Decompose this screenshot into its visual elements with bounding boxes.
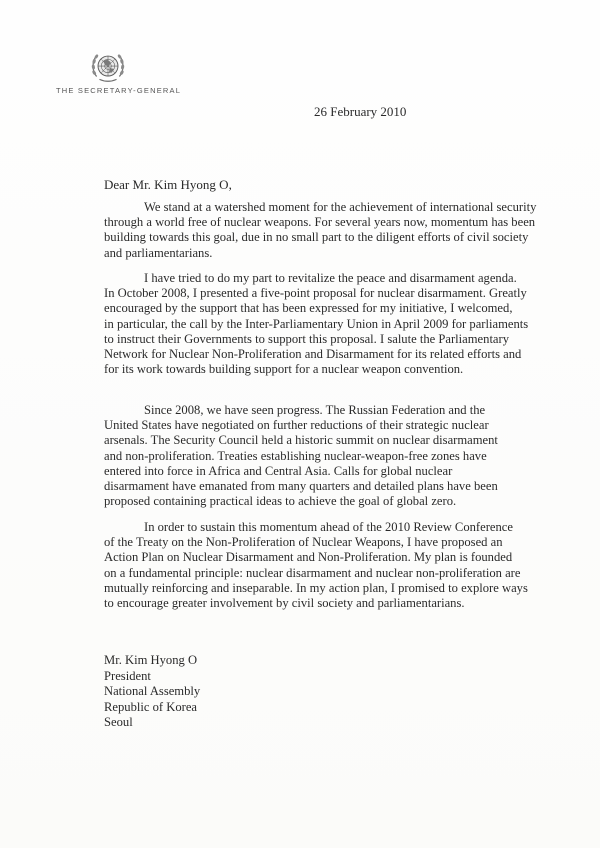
paragraph-line: for its work towards building support for a nuclear weapon convention. (104, 362, 464, 377)
paragraph-line: United States have negotiated on further reductions of their strategic nuclear (104, 418, 489, 433)
paragraph-3 (104, 403, 504, 509)
paragraph-line: In October 2008, I presented a five-point proposal for nuclear disarmament. Greatly (104, 286, 527, 301)
paragraph-line: I have tried to do my part to revitalize the peace and disarmament agenda. (144, 271, 517, 285)
org-title: THE SECRETARY-GENERAL (56, 86, 182, 95)
paragraph-line: entered into force in Africa and Central Asia. Calls for global nuclear (104, 463, 453, 478)
paragraph-line: through a world free of nuclear weapons. For several years now, momentum has been (104, 215, 536, 230)
recipient-address (104, 653, 200, 731)
salutation: Dear Mr. Kim Hyong O, (104, 177, 232, 192)
paragraph-line: and non-proliferation. Treaties establishing nuclear-weapon-free zones have (104, 448, 487, 463)
address-organization: National Assembly (104, 684, 201, 699)
paragraph-line: in particular, the call by the Inter-Parliamentary Union in April 2009 for parliaments (104, 316, 529, 331)
paragraph-2 (104, 271, 529, 377)
paragraph-line: Network for Nuclear Non-Proliferation and Disarmament for its related efforts and (104, 347, 522, 362)
paragraph-line: mutually reinforcing and inseparable. In my action plan, I promised to explore ways (104, 580, 528, 595)
paragraph-line: to encourage greater involvement by civil society and parliamentarians. (104, 596, 465, 611)
paragraph-line: We stand at a watershed moment for the achievement of international security (144, 200, 537, 214)
paragraph-line: building towards this goal, due in no small part to the diligent efforts of civil society (104, 230, 529, 245)
address-name: Mr. Kim Hyong O (104, 653, 198, 667)
paragraph-line: on a fundamental principle: nuclear disarmament and nuclear non-proliferation are (104, 565, 521, 580)
paragraph-line: Since 2008, we have seen progress. The Russian Federation and the (144, 403, 486, 417)
address-country: Republic of Korea (104, 699, 198, 714)
paragraph-line: and parliamentarians. (104, 245, 213, 260)
paragraph-line: In order to sustain this momentum ahead of the 2010 Review Conference (144, 520, 513, 534)
paragraph-line: of the Treaty on the Non-Proliferation of Nuclear Weapons, I have proposed an (104, 535, 503, 550)
paragraph-1 (104, 200, 537, 261)
paragraph-line: to instruct their Governments to support this proposal. I salute the Parliamentary (104, 331, 510, 346)
address-city: Seoul (104, 715, 133, 730)
paragraph-line: disarmament have emanated from many quarters and detailed plans have been (104, 479, 498, 494)
paragraph-line: encouraged by the support that has been expressed for my initiative, I welcomed, (104, 301, 513, 316)
un-emblem-icon (89, 48, 127, 86)
paragraph-4 (104, 520, 528, 611)
paragraph-line: proposed containing practical ideas to achieve the goal of global zero. (104, 494, 457, 509)
paragraph-line: Action Plan on Nuclear Disarmament and Non-Proliferation. My plan is founded (104, 550, 513, 565)
letter-date: 26 February 2010 (314, 104, 407, 119)
address-title: President (104, 668, 151, 683)
paragraph-line: arsenals. The Security Council held a historic summit on nuclear disarmament (104, 433, 498, 448)
